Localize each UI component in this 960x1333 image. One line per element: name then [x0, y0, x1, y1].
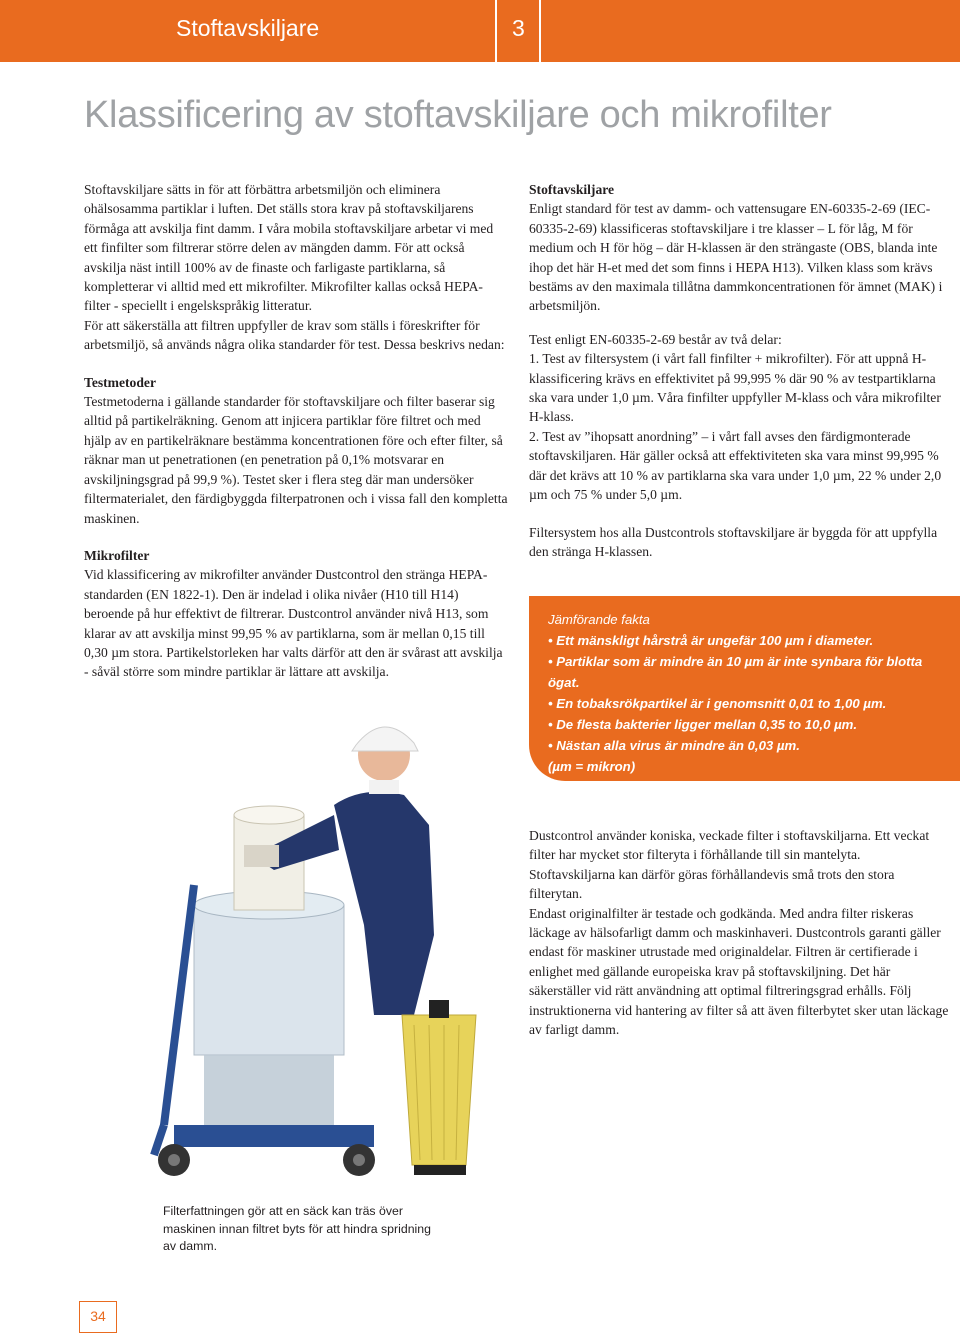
test-item-2: 2. Test av ”ihopsatt anordning” – i vårt fall avses den färdigmonterade stoftavskiljaren. Här gäller också att effektiviteten ska vara minst 99,995 % där det krävs att 10 % av partiklarna ska vara under 1,0 µm, 22 % under 2,0 µm och 75 % under 5,0 µm.	[529, 428, 942, 503]
fact-item: • Nästan alla virus är mindre än 0,03 µm.	[548, 738, 800, 753]
header-bar	[0, 0, 960, 62]
mikrofilter-paragraph: Vid klassificering av mikrofilter använder Dustcontrol den stränga HEPA-standarden (EN 1822-1). Den är indelad i olika nivåer (H10 till H14) beroende på hur effektivt de filtrerar. Dustcontrol använder nivå H13, som klarar av att avskilja minst 99,95 % av partiklarna, som är mellan 0,15 till 0,30 µm stora. Partikelstorleken har valts därför att den är svårast att avskilja - såväl större som mindre partiklar är lättare att avskilja.	[84, 567, 503, 680]
fact-item: • Partiklar som är mindre än 10 µm är inte synbara för blotta ögat.	[548, 654, 923, 690]
fact-item: • En tobaksrökpartikel är i genomsnitt 0,01 to 1,00 µm.	[548, 696, 887, 711]
test-intro: Test enligt EN-60335-2-69 består av två delar:	[529, 331, 782, 347]
facts-title: Jämförande fakta	[548, 612, 650, 627]
pleated-filter	[402, 1000, 476, 1175]
page-number: 34	[90, 1308, 106, 1324]
page-title: Klassificering av stoftavskiljare och mikrofilter	[84, 94, 832, 136]
worker-dust-extractor-photo	[84, 685, 524, 1195]
filtersystem-paragraph: Filtersystem hos alla Dustcontrols stoftavskiljare är byggda för att uppfylla den stränga H-klassen.	[529, 524, 938, 559]
facts-content	[548, 609, 948, 777]
fact-item: (µm = mikron)	[548, 759, 636, 774]
original-filter-paragraph: Endast originalfilter är testade och godkända. Med andra filter riskeras läckage av hälsofarligt damm och maskinhaveri. Dustcontrols garanti gäller endast för maskiner utrustade med originaldelar. Filtren är certifierade i enlighet med gällande europeiska krav på stoftavskiljning. Det här säkerställer vid rätt användning att optimal filtreringsgrad erhålls. Följ instruktionerna vid hantering av filter så att även filterbytet sker utan läckage av farligt damm.	[529, 905, 949, 1038]
intro-paragraph-1: Stoftavskiljare sätts in för att förbättra arbetsmiljön och eliminera ohälsosamma partiklar i luften. Det ställs stora krav på stoftavskiljarens förmåga att avskilja fint damm. I våra mobila stoftavskiljare arbetar vi med ett finfilter som filtrerar större delen av mängden damm. För att också avskilja näst intill 100% av de finaste och farligaste partiklarna, så kompletterar vi alltid med ett mikrofilter. Mikrofilter kallas också HEPA-filter - speciellt i engelskspråkig litteratur.	[84, 182, 494, 314]
stoftavskiljare-paragraph: Enligt standard för test av damm- och vattensugare EN-60335-2-69 (IEC-60335-2-69) klassificeras stoftavskiljare i tre klasser – L för låg, M för medium och H för hög – där H-klassen är den strängaste (OBS, blanda inte ihop det här H-et med det som finns i HEPA H13). Vilken klass som krävs bestäms av den maximala tillåtna dammkoncentrationen för ämnet (MAK) i arbetsmiljön.	[529, 201, 943, 314]
fact-item: • Ett mänskligt hårstrå är ungefär 100 µm i diameter.	[548, 633, 874, 648]
section-title: Stoftavskiljare	[176, 15, 320, 41]
left-column	[84, 180, 509, 682]
fact-item: • De flesta bakterier ligger mellan 0,35 to 10,0 µm.	[548, 717, 858, 732]
right-column	[529, 180, 949, 561]
filter-description-paragraph: Dustcontrol använder koniska, veckade filter i stoftavskiljarna. Ett veckat filter har mycket stor filteryta i förhållande till sin mantelyta. Stoftavskiljarna kan därför göras förhållandevis små trots den stora filterytan.	[529, 828, 930, 902]
photo-caption: Filterfattningen gör att en säck kan träs över maskinen innan filtret byts för att hindra spridning av damm.	[163, 1204, 431, 1253]
testmetoder-paragraph: Testmetoderna i gällande standarder för stoftavskiljare och filter baserar sig alltid på partikelräkning. Genom att injicera partiklar före filtret och med hjälp av en partikelräknare bestämma koncentrationen före och efter filter, så räknar man ut penetrationen (en penetration på 0,1% motsvarar en avskiljningsgrad på 99,9 %). Testet sker i flera steg där man undersöker filtermaterialet, den färdigbyggda filterpatronen och i vissa fall den kompletta maskinen.	[84, 394, 508, 526]
test-item-1: 1. Test av filtersystem (i vårt fall finfilter + mikrofilter). För att uppnå H-klassificering krävs en effektivitet på 99,995 % där 90 % av testpartiklarna ska vara under 1,0 µm. Våra finfilter uppfyller M-klass och våra mikrofilter H-klass.	[529, 351, 941, 425]
chapter-number: 3	[512, 15, 525, 41]
bottom-right-text	[529, 826, 949, 1039]
mikrofilter-heading: Mikrofilter	[84, 547, 150, 563]
intro-paragraph-2: För att säkerställa att filtren uppfyller de krav som ställs i föreskrifter för arbetsmiljö, så används några olika standarder för test. Dessa beskrivs nedan:	[84, 317, 505, 353]
stoftavskiljare-heading: Stoftavskiljare	[529, 182, 615, 197]
testmetoder-heading: Testmetoder	[84, 374, 156, 390]
